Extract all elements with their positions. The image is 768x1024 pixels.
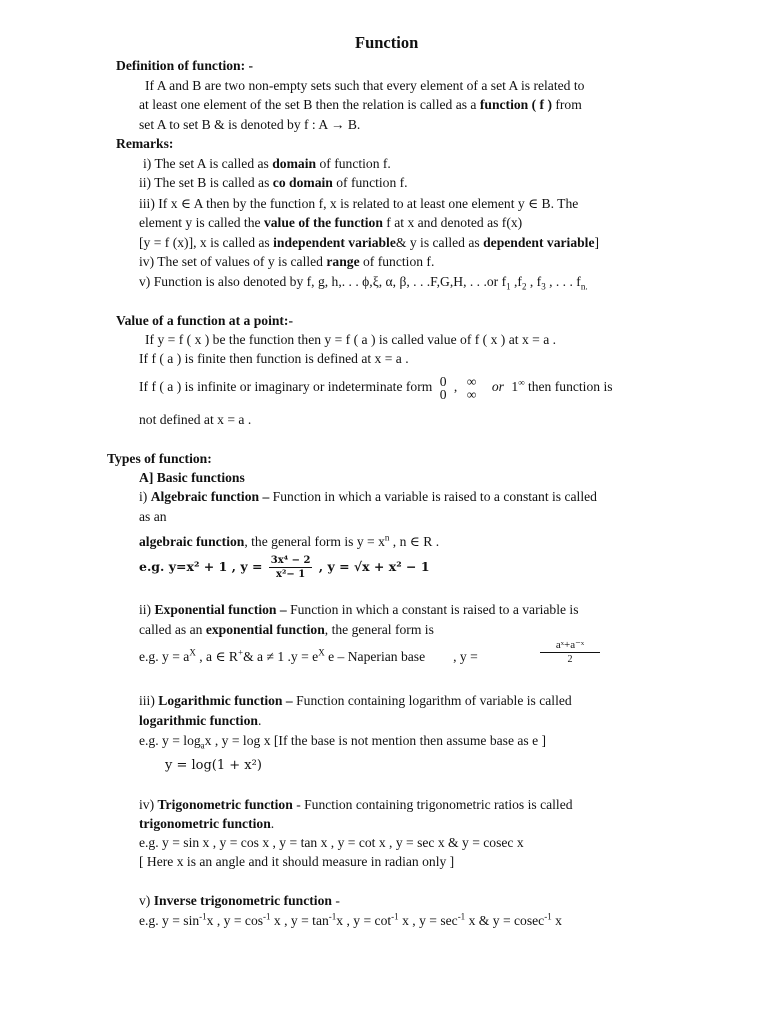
example-part: e.g. y=x² + 1 , y = xyxy=(139,559,263,574)
logarithmic-example xyxy=(139,732,546,750)
term-logarithmic-function: Logarithmic function – xyxy=(158,693,293,708)
term-trigonometric-function: trigonometric function xyxy=(139,816,271,831)
example-part: , y = √x + x² − 1 xyxy=(318,559,430,574)
subscript: 1 xyxy=(506,281,511,292)
fraction-inf-over-inf xyxy=(465,375,479,401)
definition-line-1: If A and B are two non-empty sets such that every element of a set A is related to xyxy=(145,78,585,93)
text: v) xyxy=(139,893,154,908)
subscript: a xyxy=(200,740,205,751)
logarithmic-line-1 xyxy=(139,692,572,710)
exponential-fraction xyxy=(540,638,600,667)
exponential-line-1 xyxy=(139,601,579,619)
subscript: n. xyxy=(580,281,588,292)
text: x , y = cot xyxy=(336,913,392,928)
trigonometric-line-2 xyxy=(139,815,274,833)
text: x , y = log x [If the base is not mention then assume base as e ] xyxy=(204,733,547,748)
text: - xyxy=(331,893,340,908)
definition-line-2 xyxy=(139,96,582,114)
term-exponential-function: exponential function xyxy=(205,622,325,637)
fraction-zero-over-zero xyxy=(438,375,449,401)
text: e.g. y = a xyxy=(139,649,190,664)
text: v) Function is also denoted by f, g, h,. . . ϕ,ξ, α, β, . . .F,G,H, . . .or f xyxy=(139,274,507,289)
types-heading: Types of function: xyxy=(107,451,212,466)
text: , the general form is xyxy=(324,622,434,637)
remark-3-line-2 xyxy=(139,214,522,232)
text: ] xyxy=(594,235,600,250)
remark-2 xyxy=(139,174,408,192)
term-exponential-function: Exponential function – xyxy=(154,602,287,617)
text: e.g. y = sin xyxy=(139,913,200,928)
denominator: 0 xyxy=(439,386,447,402)
separator: , xyxy=(453,379,458,394)
term-value-of-function: value of the function xyxy=(263,215,383,230)
text: Function in which a constant is raised to a variable is xyxy=(286,602,579,617)
term-independent-variable: independent variable xyxy=(273,235,396,250)
denominator: 2 xyxy=(567,654,573,665)
superscript: + xyxy=(237,647,244,658)
value-line-4: not defined at x = a . xyxy=(139,412,252,427)
exponential-line-2 xyxy=(139,621,434,639)
subscript: 3 xyxy=(541,281,546,292)
text: If f ( a ) is infinite or imaginary or indeterminate form xyxy=(139,379,433,394)
superscript: -1 xyxy=(263,911,271,922)
superscript: -1 xyxy=(544,911,552,922)
value-heading: Value of a function at a point:- xyxy=(116,313,293,328)
text: x , y = sec xyxy=(398,913,458,928)
algebraic-line-3 xyxy=(139,533,439,551)
text: , y = xyxy=(453,649,478,664)
text: - Function containing trigonometric ratios is called xyxy=(292,797,573,812)
remark-3-line-3 xyxy=(139,234,599,252)
term-co-domain: co domain xyxy=(272,175,333,190)
remark-4 xyxy=(139,253,434,271)
superscript: X xyxy=(189,647,196,658)
text: iv) The set of values of y is called xyxy=(139,254,327,269)
text: i) xyxy=(139,489,151,504)
term-function: function ( f ) xyxy=(479,97,552,112)
text: x xyxy=(551,913,562,928)
term-domain: domain xyxy=(272,156,317,171)
superscript: X xyxy=(318,647,325,658)
remark-1 xyxy=(143,155,391,173)
text: of function f. xyxy=(332,175,408,190)
text: of function f. xyxy=(316,156,391,171)
text: x , y = tan xyxy=(270,913,329,928)
superscript: n xyxy=(384,532,390,543)
term-range: range xyxy=(326,254,360,269)
text: of function f. xyxy=(359,254,435,269)
definition-heading: Definition of function: - xyxy=(116,58,254,73)
value-line-2: If f ( a ) is finite then function is defined at x = a . xyxy=(139,351,409,366)
one: 1 xyxy=(511,379,519,394)
remarks-heading: Remarks: xyxy=(116,136,174,151)
term-logarithmic-function: logarithmic function xyxy=(139,713,258,728)
infinity-superscript: ∞ xyxy=(518,377,525,388)
term-trigonometric-function: Trigonometric function xyxy=(157,797,293,812)
trigonometric-example: e.g. y = sin x , y = cos x , y = tan x , y = cot x , y = sec x & y = cosec x xyxy=(139,835,524,850)
text: f at x and denoted as f(x) xyxy=(382,215,523,230)
term-dependent-variable: dependent variable xyxy=(483,235,595,250)
logarithmic-line-2 xyxy=(139,712,261,730)
text: & y is called as xyxy=(395,235,484,250)
text: called as an xyxy=(139,622,206,637)
text: Function containing logarithm of variable is called xyxy=(292,693,572,708)
definition-line-3: set A to set B & is denoted by f : A → B. xyxy=(139,117,361,132)
text: at least one element of the set B then the relation is called as a xyxy=(139,97,480,112)
numerator: 3x⁴ − 2 xyxy=(270,555,311,566)
remark-5 xyxy=(139,273,588,291)
algebraic-line-1 xyxy=(139,488,597,506)
superscript: -1 xyxy=(391,911,399,922)
basic-functions-heading: A] Basic functions xyxy=(139,470,245,485)
text: x , y = cos xyxy=(206,913,264,928)
term-algebraic-function: Algebraic function – xyxy=(150,489,270,504)
value-line-1: If y = f ( x ) be the function then y = f ( a ) is called value of f ( x ) at x = a . xyxy=(145,332,557,347)
exponential-example xyxy=(139,648,478,666)
text: , f xyxy=(526,274,542,289)
text: element y is called the xyxy=(139,215,264,230)
value-line-3 xyxy=(139,370,613,404)
algebraic-fraction xyxy=(269,554,313,581)
algebraic-example xyxy=(139,552,430,582)
or-word: or xyxy=(491,379,504,394)
algebraic-line-2: as an xyxy=(139,509,167,524)
text: iv) xyxy=(139,797,158,812)
text: e.g. y = log xyxy=(139,733,201,748)
text: e – Naperian base xyxy=(324,649,426,664)
text: , n ∈ R . xyxy=(389,534,440,549)
inverse-trig-line-1 xyxy=(139,892,340,910)
page-title: Function xyxy=(355,33,419,52)
superscript: -1 xyxy=(457,911,466,922)
text: then function is xyxy=(524,379,613,394)
trigonometric-line-1 xyxy=(139,796,573,814)
text: & a ≠ 1 .y = e xyxy=(243,649,319,664)
denominator: x²− 1 xyxy=(276,569,306,580)
denominator: ∞ xyxy=(466,386,477,402)
numerator: 0 xyxy=(439,373,447,389)
term-inverse-trigonometric-function: Inverse trigonometric function xyxy=(153,893,332,908)
text: , the general form is y = x xyxy=(244,534,385,549)
superscript: -1 xyxy=(199,911,207,922)
text: . xyxy=(257,713,262,728)
text: ii) The set B is called as xyxy=(139,175,273,190)
text: . xyxy=(270,816,275,831)
term-algebraic-function: algebraic function xyxy=(139,534,245,549)
superscript: -1 xyxy=(328,911,337,922)
text: , a ∈ R xyxy=(195,649,238,664)
text: iii) xyxy=(139,693,159,708)
text: Function in which a variable is raised to a constant is called xyxy=(269,489,597,504)
text: ii) xyxy=(139,602,155,617)
text: from xyxy=(551,97,582,112)
inverse-trig-example xyxy=(139,912,562,930)
text: x & y = cosec xyxy=(465,913,545,928)
remark-3-line-1: iii) If x ∈ A then by the function f, x is related to at least one element y ∈ B. The xyxy=(139,196,579,211)
logarithmic-example-2: y = log(1 + x²) xyxy=(165,758,262,773)
numerator: ∞ xyxy=(466,373,477,389)
text: [y = f (x)], x is called as xyxy=(139,235,274,250)
numerator: aˣ+a⁻ˣ xyxy=(555,639,585,651)
text: ,f xyxy=(510,274,522,289)
text: i) The set A is called as xyxy=(143,156,273,171)
subscript: 2 xyxy=(521,281,527,292)
text: , . . . f xyxy=(545,274,581,289)
trigonometric-note: [ Here x is an angle and it should measure in radian only ] xyxy=(139,854,455,869)
